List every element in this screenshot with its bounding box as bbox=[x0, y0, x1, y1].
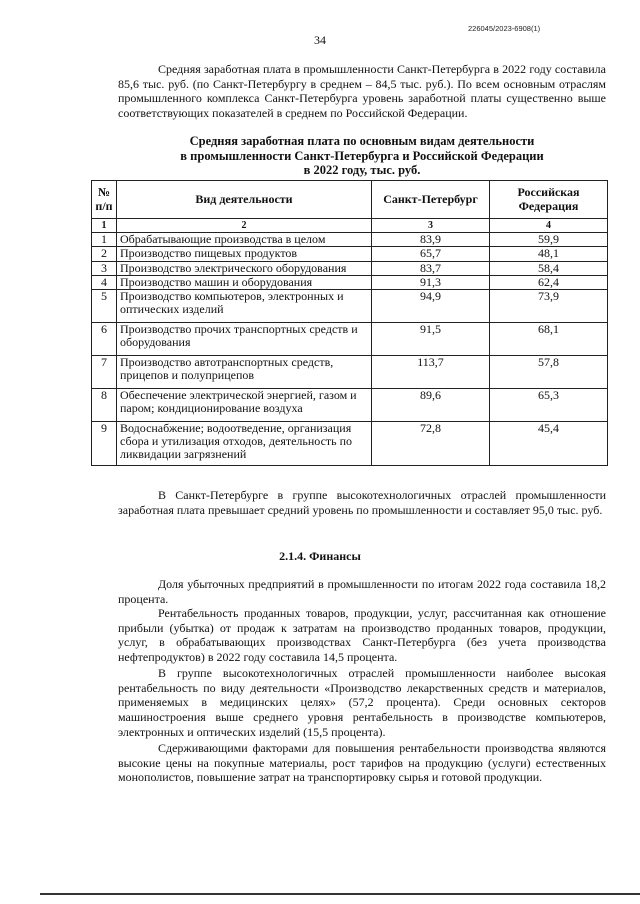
header-activity: Вид деятельности bbox=[117, 181, 372, 219]
section-paragraph: Сдерживающими факторами для повышения рентабельности производства являются высокие цены на покупные материалы, рост тарифов на продукцию (услуги) естественных монополистов, повышение затрат на транспортировку сырья и готовой продукции. bbox=[118, 741, 606, 785]
row-num: 6 bbox=[92, 323, 117, 356]
row-spb: 83,7 bbox=[372, 261, 490, 275]
row-activity: Производство автотранспортных средств, прицепов и полуприцепов bbox=[117, 356, 372, 389]
row-rf: 73,9 bbox=[490, 290, 608, 323]
row-num: 4 bbox=[92, 275, 117, 289]
row-num: 5 bbox=[92, 290, 117, 323]
row-spb: 65,7 bbox=[372, 247, 490, 261]
section-paragraph: Рентабельность проданных товаров, продукции, услуг, рассчитанная как отношение прибыли (убытка) от продаж к затратам на производство проданных товаров, продукции, услуг, в обрабатывающих производствах Санкт-Петербурга (без учета производства нефтепродуктов) в 2022 году составила 14,5 процента. bbox=[118, 606, 606, 665]
row-spb: 91,5 bbox=[372, 323, 490, 356]
row-rf: 62,4 bbox=[490, 275, 608, 289]
after-table-paragraph: В Санкт-Петербурге в группе высокотехнологичных отраслей промышленности заработная плата превышает средний уровень по промышленности и составляет 95,0 тыс. руб. bbox=[118, 488, 606, 517]
row-spb: 91,3 bbox=[372, 275, 490, 289]
row-spb: 94,9 bbox=[372, 290, 490, 323]
row-activity: Водоснабжение; водоотведение, организация сбора и утилизация отходов, деятельность по ликвидации загрязнений bbox=[117, 422, 372, 466]
index-cell: 2 bbox=[117, 219, 372, 233]
row-activity: Производство компьютеров, электронных и оптических изделий bbox=[117, 290, 372, 323]
row-spb: 83,9 bbox=[372, 233, 490, 247]
table-title bbox=[118, 134, 606, 178]
index-cell: 3 bbox=[372, 219, 490, 233]
index-cell: 1 bbox=[92, 219, 117, 233]
row-rf: 65,3 bbox=[490, 389, 608, 422]
row-activity: Обеспечение электрической энергией, газом и паром; кондиционирование воздуха bbox=[117, 389, 372, 422]
row-num: 2 bbox=[92, 247, 117, 261]
header-spb: Санкт-Петербург bbox=[372, 181, 490, 219]
table-title-line: в промышленности Санкт-Петербурга и Российской Федерации bbox=[180, 148, 544, 163]
section-paragraph: В группе высокотехнологичных отраслей промышленности наиболее высокая рентабельность по виду деятельности «Производство лекарственных средств и материалов, применяемых в медицинских целях» (57,2 процента). Среди основных секторов машиностроения выше среднего уровня рентабельность в производстве компьютеров, электронных и оптических изделий (15,5 процента). bbox=[118, 666, 606, 739]
table-title-line: Средняя заработная плата по основным видам деятельности bbox=[189, 134, 535, 148]
table-row bbox=[92, 247, 608, 261]
section-heading: 2.1.4. Финансы bbox=[279, 549, 361, 563]
table-row bbox=[92, 233, 608, 247]
row-num: 7 bbox=[92, 356, 117, 389]
row-rf: 59,9 bbox=[490, 233, 608, 247]
table-row bbox=[92, 422, 608, 466]
table-title-line: в 2022 году, тыс. руб. bbox=[303, 163, 421, 178]
table-row bbox=[92, 389, 608, 422]
row-activity: Обрабатывающие производства в целом bbox=[117, 233, 372, 247]
intro-paragraph: Средняя заработная плата в промышленности Санкт-Петербурга в 2022 году составила 85,6 тыс. руб. (по Санкт-Петербургу в среднем – 84,5 тыс. руб.). По всем основным отраслям промышленного комплекса Санкт-Петербурга уровень заработной платы существенно выше соответствующих показателей в среднем по Российской Федерации. bbox=[118, 62, 606, 121]
table-row bbox=[92, 275, 608, 289]
row-rf: 45,4 bbox=[490, 422, 608, 466]
document-number: 226045/2023-6908(1) bbox=[468, 24, 541, 33]
table-row bbox=[92, 356, 608, 389]
row-spb: 89,6 bbox=[372, 389, 490, 422]
header-rf: Российская Федерация bbox=[490, 181, 608, 219]
row-rf: 48,1 bbox=[490, 247, 608, 261]
table-row bbox=[92, 290, 608, 323]
row-num: 3 bbox=[92, 261, 117, 275]
table-header-row bbox=[92, 181, 608, 219]
row-num: 1 bbox=[92, 233, 117, 247]
row-num: 9 bbox=[92, 422, 117, 466]
row-rf: 68,1 bbox=[490, 323, 608, 356]
page-number: 34 bbox=[314, 33, 326, 47]
row-spb: 72,8 bbox=[372, 422, 490, 466]
table-row bbox=[92, 261, 608, 275]
row-activity: Производство пищевых продуктов bbox=[117, 247, 372, 261]
row-activity: Производство электрического оборудования bbox=[117, 261, 372, 275]
row-spb: 113,7 bbox=[372, 356, 490, 389]
section-paragraph: Доля убыточных предприятий в промышленности по итогам 2022 года составила 18,2 процента. bbox=[118, 577, 606, 606]
index-cell: 4 bbox=[490, 219, 608, 233]
row-rf: 58,4 bbox=[490, 261, 608, 275]
salary-table bbox=[91, 180, 608, 466]
header-num: № п/п bbox=[92, 181, 117, 219]
table-index-row bbox=[92, 219, 608, 233]
row-num: 8 bbox=[92, 389, 117, 422]
bottom-rule bbox=[40, 893, 640, 895]
table-row bbox=[92, 323, 608, 356]
row-activity: Производство машин и оборудования bbox=[117, 275, 372, 289]
row-rf: 57,8 bbox=[490, 356, 608, 389]
row-activity: Производство прочих транспортных средств и оборудования bbox=[117, 323, 372, 356]
